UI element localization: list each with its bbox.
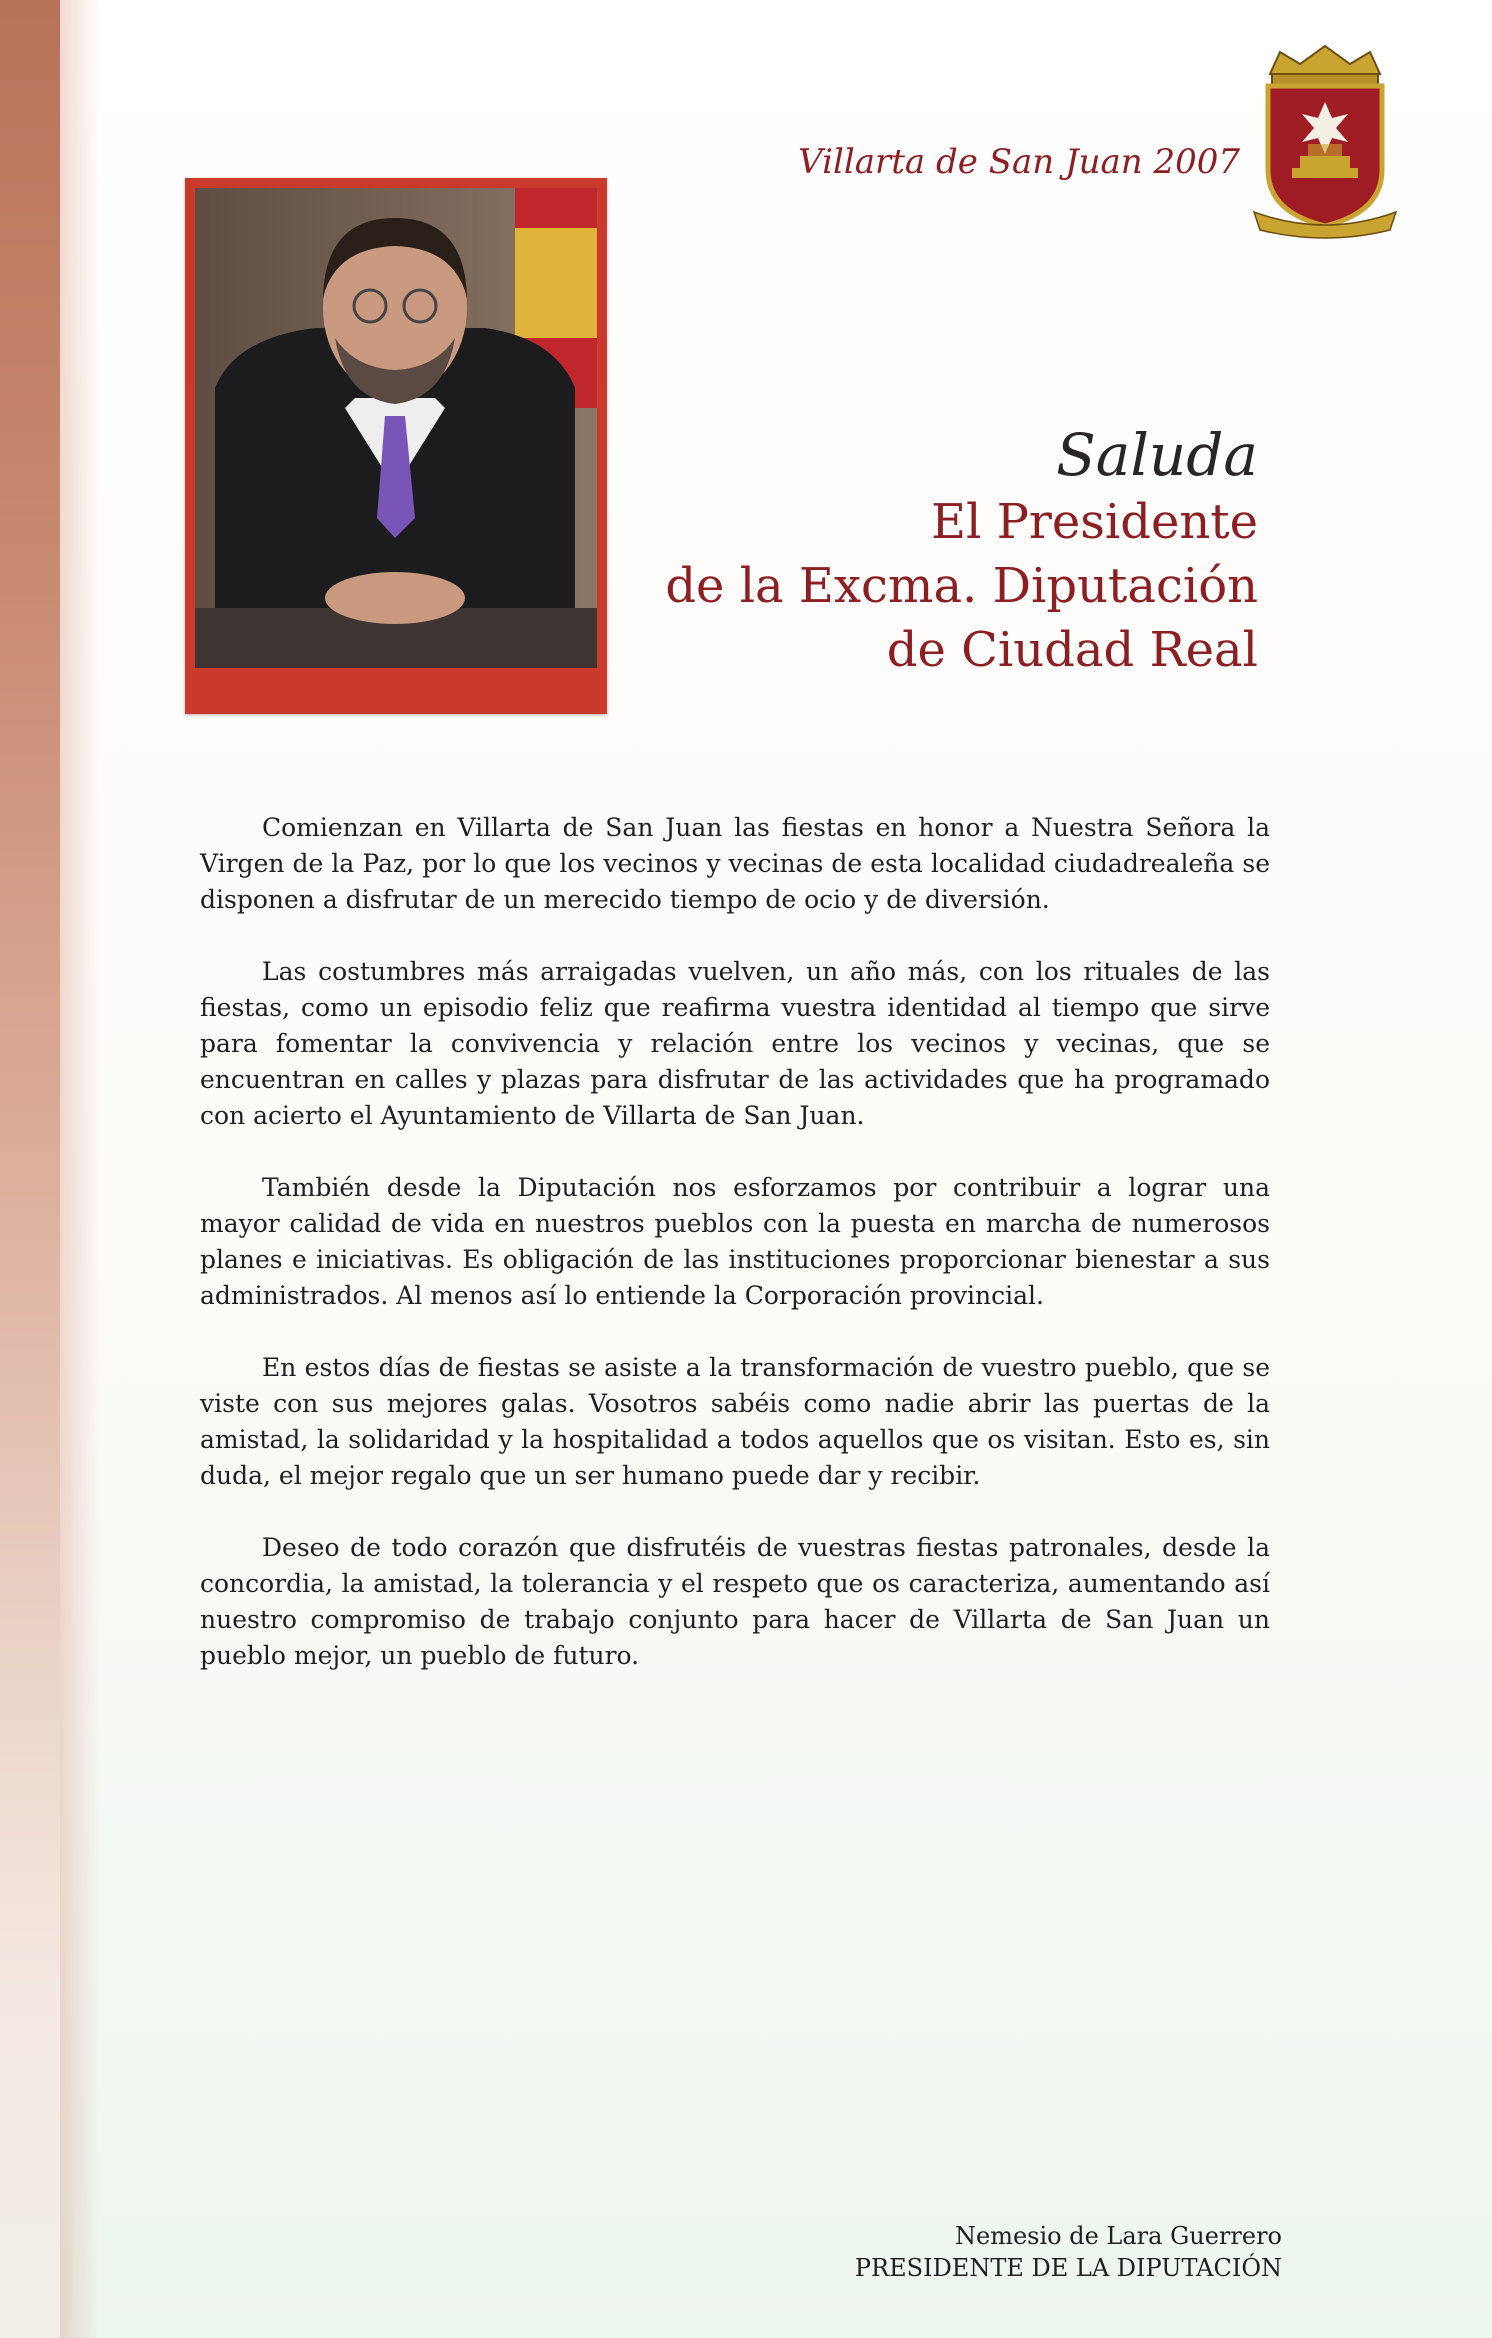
left-band-fade <box>60 0 100 2338</box>
heading-block <box>558 420 1258 682</box>
coat-of-arms-icon <box>1250 40 1400 240</box>
body-paragraph: Deseo de todo corazón que disfrutéis de vuestras fiestas patronales, desde la concordia, la amistad, la tolerancia y el respeto que os caracteriza, aumentando así nuestro compromiso de trabajo conjunto para hacer de Villarta de San Juan un pueblo mejor, un pueblo de futuro. <box>200 1533 1270 1670</box>
portrait-photo <box>195 188 597 668</box>
signature-name: Nemesio de Lara Guerrero <box>955 2222 1282 2250</box>
running-title: Villarta de San Juan 2007 <box>798 142 1240 182</box>
heading-title-line-3: de Ciudad Real <box>886 622 1258 678</box>
portrait-illustration <box>195 188 597 668</box>
portrait-photo-frame <box>185 178 607 714</box>
body-paragraph: Las costumbres más arraigadas vuelven, un año más, con los rituales de las fiestas, como un episodio feliz que reafirma vuestra identidad al tiempo que sirve para fomentar la convivencia y relación entre los vecinos y vecinas, que se encuentran en calles y plazas para disfrutar de las actividades que ha programado con acierto el Ayuntamiento de Villarta de San Juan. <box>200 957 1270 1130</box>
signature-role: PRESIDENTE DE LA DIPUTACIÓN <box>854 2254 1282 2282</box>
body-paragraph: También desde la Diputación nos esforzamos por contribuir a lograr una mayor calidad de vida en nuestros pueblos con la puesta en marcha de numerosos planes e iniciativas. Es obligación de las instituciones proporcionar bienestar a sus administrados. Al menos así lo entiende la Corporación provincial. <box>200 1173 1270 1310</box>
body-paragraph: En estos días de fiestas se asiste a la transformación de vuestro pueblo, que se viste con sus mejores galas. Vosotros sabéis como nadie abrir las puertas de la amistad, la solidaridad y la hospitalidad a todos aquellos que os visitan. Esto es, sin duda, el mejor regalo que un ser humano puede dar y recibir. <box>200 1353 1270 1490</box>
signature-block <box>855 2220 1282 2284</box>
body-paragraph: Comienzan en Villarta de San Juan las fiestas en honor a Nuestra Señora la Virgen de la Paz, por lo que los vecinos y vecinas de esta localidad ciudadrealeña se disponen a disfrutar de un merecido tiempo de ocio y de diversión. <box>200 813 1270 914</box>
heading-title-line-1: El Presidente <box>930 494 1258 550</box>
heading-title-line-2: de la Excma. Diputación <box>665 558 1258 614</box>
heading-kicker: Saluda <box>1056 421 1258 489</box>
left-color-band <box>0 0 60 2338</box>
letter-body <box>200 810 1270 1710</box>
